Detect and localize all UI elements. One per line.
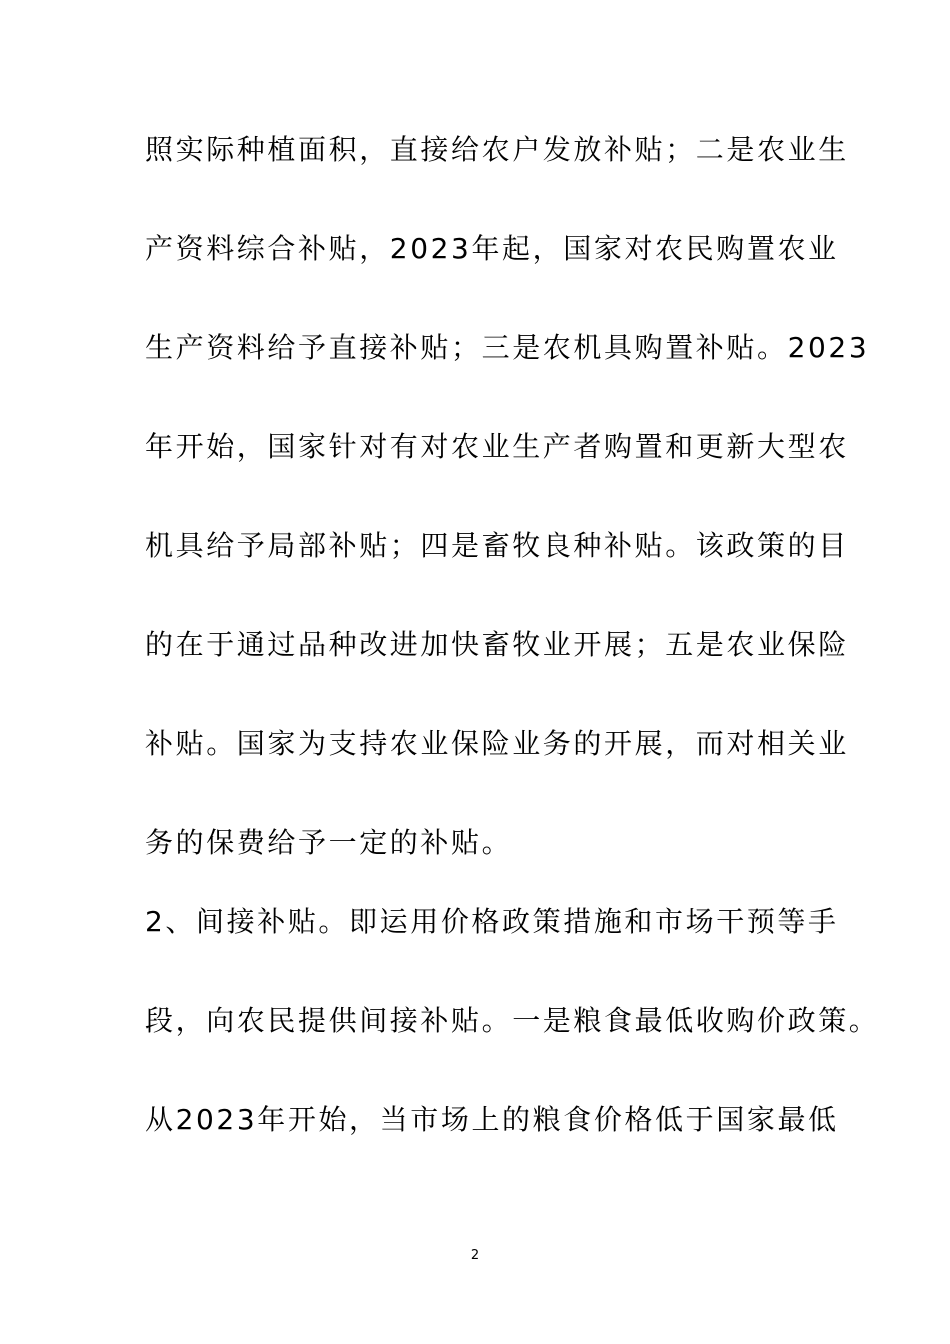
page-number: 2 — [470, 1248, 480, 1263]
body-text-line: 补贴。国家为支持农业保险业务的开展，而对相关业 — [145, 727, 849, 760]
body-text-line: 段，向农民提供间接补贴。一是粮食最低收购价政策。 — [145, 1004, 880, 1037]
body-text-line: 照实际种植面积，直接给农户发放补贴；二是农业生 — [145, 133, 849, 166]
body-text-line: 机具给予局部补贴；四是畜牧良种补贴。该政策的目 — [145, 529, 849, 562]
section-heading-line: 2、间接补贴。即运用价格政策措施和市场干预等手 — [145, 905, 839, 938]
body-text-line: 产资料综合补贴，2023年起，国家对农民购置农业 — [145, 232, 839, 265]
body-text-line: 的在于通过品种改进加快畜牧业开展；五是农业保险 — [145, 628, 849, 661]
body-text-line: 年开始，国家针对有对农业生产者购置和更新大型农 — [145, 430, 849, 463]
body-text-line: 生产资料给予直接补贴；三是农机具购置补贴。2023 — [145, 331, 870, 364]
body-text-line: 从2023年开始，当市场上的粮食价格低于国家最低 — [145, 1103, 839, 1136]
body-text-line: 务的保费给予一定的补贴。 — [145, 826, 513, 859]
